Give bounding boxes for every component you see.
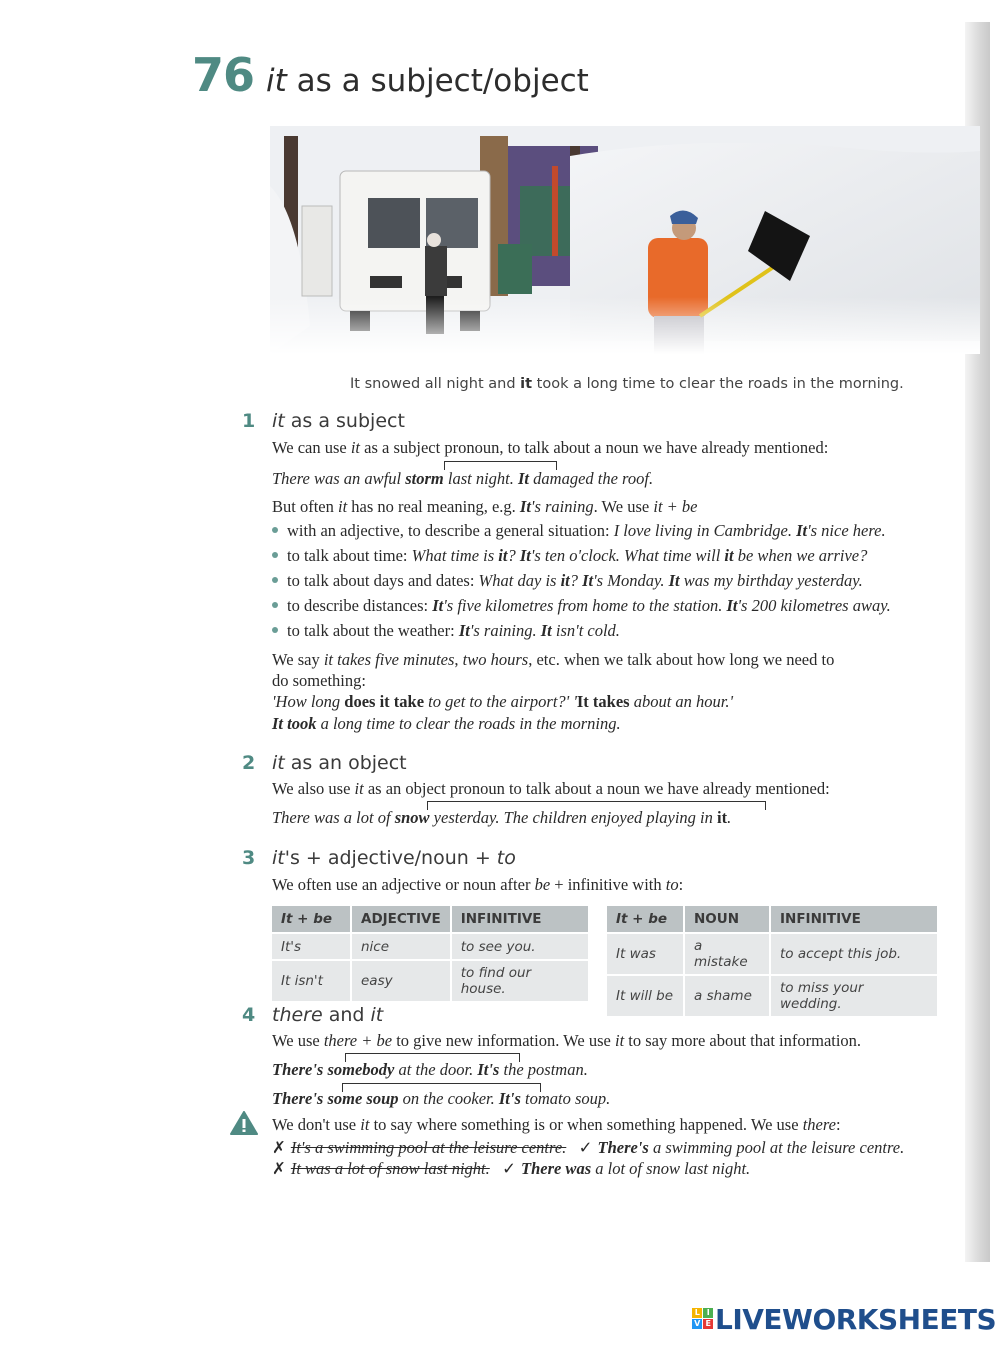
incorrect-example: It's a swimming pool at the leisure centre.	[290, 1138, 567, 1157]
text: there	[802, 1115, 836, 1134]
incorrect-example: It was a lot of snow last night.	[290, 1159, 490, 1178]
text: storm	[405, 469, 444, 488]
text: it	[360, 1115, 370, 1134]
text: .	[727, 808, 732, 827]
table-cell: to accept this job.	[771, 934, 937, 974]
unit-heading	[266, 63, 589, 99]
section-number: 3	[242, 847, 256, 869]
text: We use	[272, 1031, 324, 1050]
table-cell: a mistake	[685, 934, 769, 974]
section-1-para3-cont: do something:	[272, 671, 366, 690]
text: There was a lot of	[272, 808, 395, 827]
unit-number: 76	[192, 48, 255, 102]
text: ?	[507, 546, 520, 565]
bullet-item	[272, 571, 863, 591]
text: damaged the roof.	[529, 469, 654, 488]
table-row	[607, 976, 937, 1016]
section-heading-text: 's + adjective/noun +	[284, 847, 497, 869]
text: it	[560, 571, 570, 590]
table-row	[272, 934, 588, 959]
text: 's ten o'clock. What time will	[530, 546, 725, 565]
check-icon: ✓	[578, 1138, 593, 1157]
section-number: 4	[242, 1004, 256, 1026]
text: There's	[272, 1060, 328, 1079]
table-header: It + be	[272, 906, 350, 932]
text: to say more about that information.	[624, 1031, 862, 1050]
text: It's	[477, 1060, 500, 1079]
table-header: ADJECTIVE	[352, 906, 450, 932]
text: We say	[272, 650, 324, 669]
section-2-intro	[272, 779, 830, 799]
text: What day is	[478, 571, 561, 590]
text: it takes five minutes	[323, 650, 455, 669]
text: it	[354, 779, 364, 798]
snow-clearing-photo	[270, 126, 980, 354]
text: it	[614, 1031, 625, 1050]
bullet-dot-icon	[272, 627, 278, 633]
text: on the cooker.	[398, 1089, 499, 1108]
text: yesterday. The children enjoyed playing in	[429, 808, 717, 827]
table-header: It + be	[607, 906, 683, 932]
text: it + be	[653, 497, 698, 516]
text: there + be	[323, 1031, 393, 1050]
text: + infinitive with	[550, 875, 666, 894]
text: 's Monday.	[593, 571, 669, 590]
table-header-row	[272, 906, 588, 932]
text: :	[678, 875, 684, 894]
text: snow	[394, 808, 430, 827]
text: ?	[569, 571, 583, 590]
table-header: INFINITIVE	[771, 906, 937, 932]
table-row	[607, 934, 937, 974]
caption-text: it	[520, 376, 533, 392]
text: the postman.	[499, 1060, 588, 1079]
text: to talk about time:	[287, 546, 412, 565]
section-heading-italic: there	[272, 1004, 323, 1026]
section-heading-italic: it	[370, 1004, 384, 1026]
text: to say where something is or when something happened. We use	[369, 1115, 803, 1134]
text: ,	[454, 650, 463, 669]
page-edge	[990, 22, 1000, 1262]
text: be when we arrive?	[733, 546, 868, 565]
text: it	[338, 497, 348, 516]
section-4-example1	[272, 1060, 588, 1080]
text: tomato soup.	[520, 1089, 611, 1108]
bullet-item	[272, 596, 891, 616]
bullet-dot-icon	[272, 602, 278, 608]
caption-text: It snowed all night and	[350, 376, 521, 392]
cross-icon: ✗	[272, 1138, 286, 1157]
text: 's raining.	[469, 621, 541, 640]
text: , etc. when we talk about how long we need to	[528, 650, 835, 669]
table-cell: a shame	[685, 976, 769, 1016]
text: was my birthday yesterday.	[679, 571, 863, 590]
section-heading-text: as an object	[284, 752, 407, 774]
section-1-para	[272, 497, 698, 517]
text: has no real meaning, e.g.	[347, 497, 520, 516]
table-header: NOUN	[685, 906, 769, 932]
text: It	[519, 497, 531, 516]
table-cell: to see you.	[452, 934, 588, 959]
text: to talk about the weather:	[287, 621, 459, 640]
warning-triangle-icon	[230, 1111, 258, 1135]
unit-heading-rest: as a subject/object	[286, 63, 589, 99]
logo-text: LIVEWORKSHEETS	[715, 1303, 997, 1336]
text: a long time to clear the roads in the morning.	[316, 714, 621, 733]
liveworksheets-logo[interactable]	[692, 1303, 996, 1336]
cross-icon: ✗	[272, 1159, 286, 1178]
text: isn't cold.	[551, 621, 620, 640]
text: two hours	[462, 650, 529, 669]
section-3-heading	[242, 847, 516, 869]
text: There's	[272, 1089, 328, 1108]
section-1-intro	[272, 438, 828, 458]
text: 's raining	[530, 497, 594, 516]
text: at the door.	[394, 1060, 478, 1079]
table-header: INFINITIVE	[452, 906, 588, 932]
section-4-heading	[242, 1004, 383, 1026]
correct-example: a lot of snow last night.	[591, 1159, 751, 1178]
text: as an object pronoun to talk about a noun we have already mentioned:	[363, 779, 830, 798]
bullet-dot-icon	[272, 577, 278, 583]
correct-example: There was	[520, 1159, 592, 1178]
text: We can use	[272, 438, 351, 457]
section-heading-italic: it	[272, 847, 285, 869]
section-1-example3	[272, 714, 621, 734]
text: it	[717, 808, 728, 827]
bullet-item	[272, 546, 867, 566]
text: There was an awful	[272, 469, 406, 488]
text: to get to the airport?' '	[424, 692, 577, 711]
section-heading-text: as a subject	[284, 410, 405, 432]
text: to describe distances:	[287, 596, 433, 615]
text: 's 200 kilometres away.	[737, 596, 891, 615]
text: to give new information. We use	[392, 1031, 615, 1050]
text: It	[518, 469, 530, 488]
unit-heading-italic: it	[266, 63, 287, 99]
section-number: 2	[242, 752, 256, 774]
table-cell: easy	[352, 961, 450, 1001]
text: It	[582, 571, 594, 590]
table-cell: It's	[272, 934, 350, 959]
text: somebody	[327, 1060, 395, 1079]
table-cell: to find our house.	[452, 961, 588, 1001]
logo-tile: I	[703, 1308, 713, 1318]
table-cell: to miss your wedding.	[771, 976, 937, 1016]
text: it	[724, 546, 734, 565]
warning-text	[272, 1115, 841, 1135]
table-header-row	[607, 906, 937, 932]
table-cell: nice	[352, 934, 450, 959]
correct-example: a swimming pool at the leisure centre.	[648, 1138, 905, 1157]
text: It	[726, 596, 738, 615]
table-row	[272, 961, 588, 1001]
logo-tile: V	[692, 1319, 702, 1329]
section-heading-italic: to	[496, 847, 516, 869]
text: it	[498, 546, 508, 565]
logo-tiles-icon	[692, 1308, 713, 1329]
text: does it take	[344, 692, 425, 711]
text: It	[796, 521, 808, 540]
section-4-example2	[272, 1089, 610, 1109]
unit-title	[192, 48, 589, 102]
text: It's	[498, 1089, 521, 1108]
section-heading-text: and	[322, 1004, 371, 1026]
section-3-intro	[272, 875, 683, 895]
text: it	[350, 438, 361, 457]
text: to	[665, 875, 679, 894]
text: be	[534, 875, 551, 894]
text: It	[458, 621, 470, 640]
table-cell: It will be	[607, 976, 683, 1016]
text: What time is	[411, 546, 499, 565]
text: It	[668, 571, 680, 590]
section-heading-italic: it	[272, 752, 285, 774]
logo-tile: L	[692, 1308, 702, 1318]
text: It	[432, 596, 444, 615]
section-1-example	[272, 469, 653, 489]
text: We often use an adjective or noun after	[272, 875, 535, 894]
text: about an hour.'	[629, 692, 734, 711]
caption-text: took a long time to clear the roads in the morning.	[532, 376, 904, 392]
text: some soup	[327, 1089, 399, 1108]
bullet-dot-icon	[272, 527, 278, 533]
section-1-heading	[242, 410, 405, 432]
text: It	[540, 621, 552, 640]
wrong-right-example-1	[272, 1138, 904, 1158]
adjective-table	[270, 904, 590, 1003]
wrong-right-example-2	[272, 1159, 750, 1179]
noun-table	[605, 904, 939, 1018]
text: with an adjective, to describe a general situation:	[287, 521, 614, 540]
text: We also use	[272, 779, 355, 798]
logo-tile: E	[703, 1319, 713, 1329]
text: It takes	[576, 692, 630, 711]
correct-example: There's	[597, 1138, 649, 1157]
table-cell: It isn't	[272, 961, 350, 1001]
text: . We use	[593, 497, 654, 516]
text: But often	[272, 497, 338, 516]
check-icon: ✓	[502, 1159, 516, 1178]
text: as a subject pronoun, to talk about a noun we have already mentioned:	[360, 438, 829, 457]
section-1-example2	[272, 692, 733, 712]
text: It	[519, 546, 531, 565]
text: last night.	[443, 469, 519, 488]
section-heading-italic: it	[272, 410, 285, 432]
text: I love living in Cambridge.	[613, 521, 797, 540]
bullet-dot-icon	[272, 552, 278, 558]
text: 's nice here.	[807, 521, 886, 540]
section-number: 1	[242, 410, 256, 432]
text: 's five kilometres from home to the station.	[443, 596, 727, 615]
table-cell: It was	[607, 934, 683, 974]
bullet-item	[272, 621, 620, 641]
text: 'How long	[272, 692, 345, 711]
text: to talk about days and dates:	[287, 571, 479, 590]
section-1-para3	[272, 650, 834, 670]
section-2-example	[272, 808, 731, 828]
text: It took	[272, 714, 317, 733]
bullet-item	[272, 521, 886, 541]
section-2-heading	[242, 752, 407, 774]
section-4-intro	[272, 1031, 861, 1051]
text: We don't use	[272, 1115, 361, 1134]
photo-caption	[350, 376, 904, 392]
text: :	[835, 1115, 841, 1134]
